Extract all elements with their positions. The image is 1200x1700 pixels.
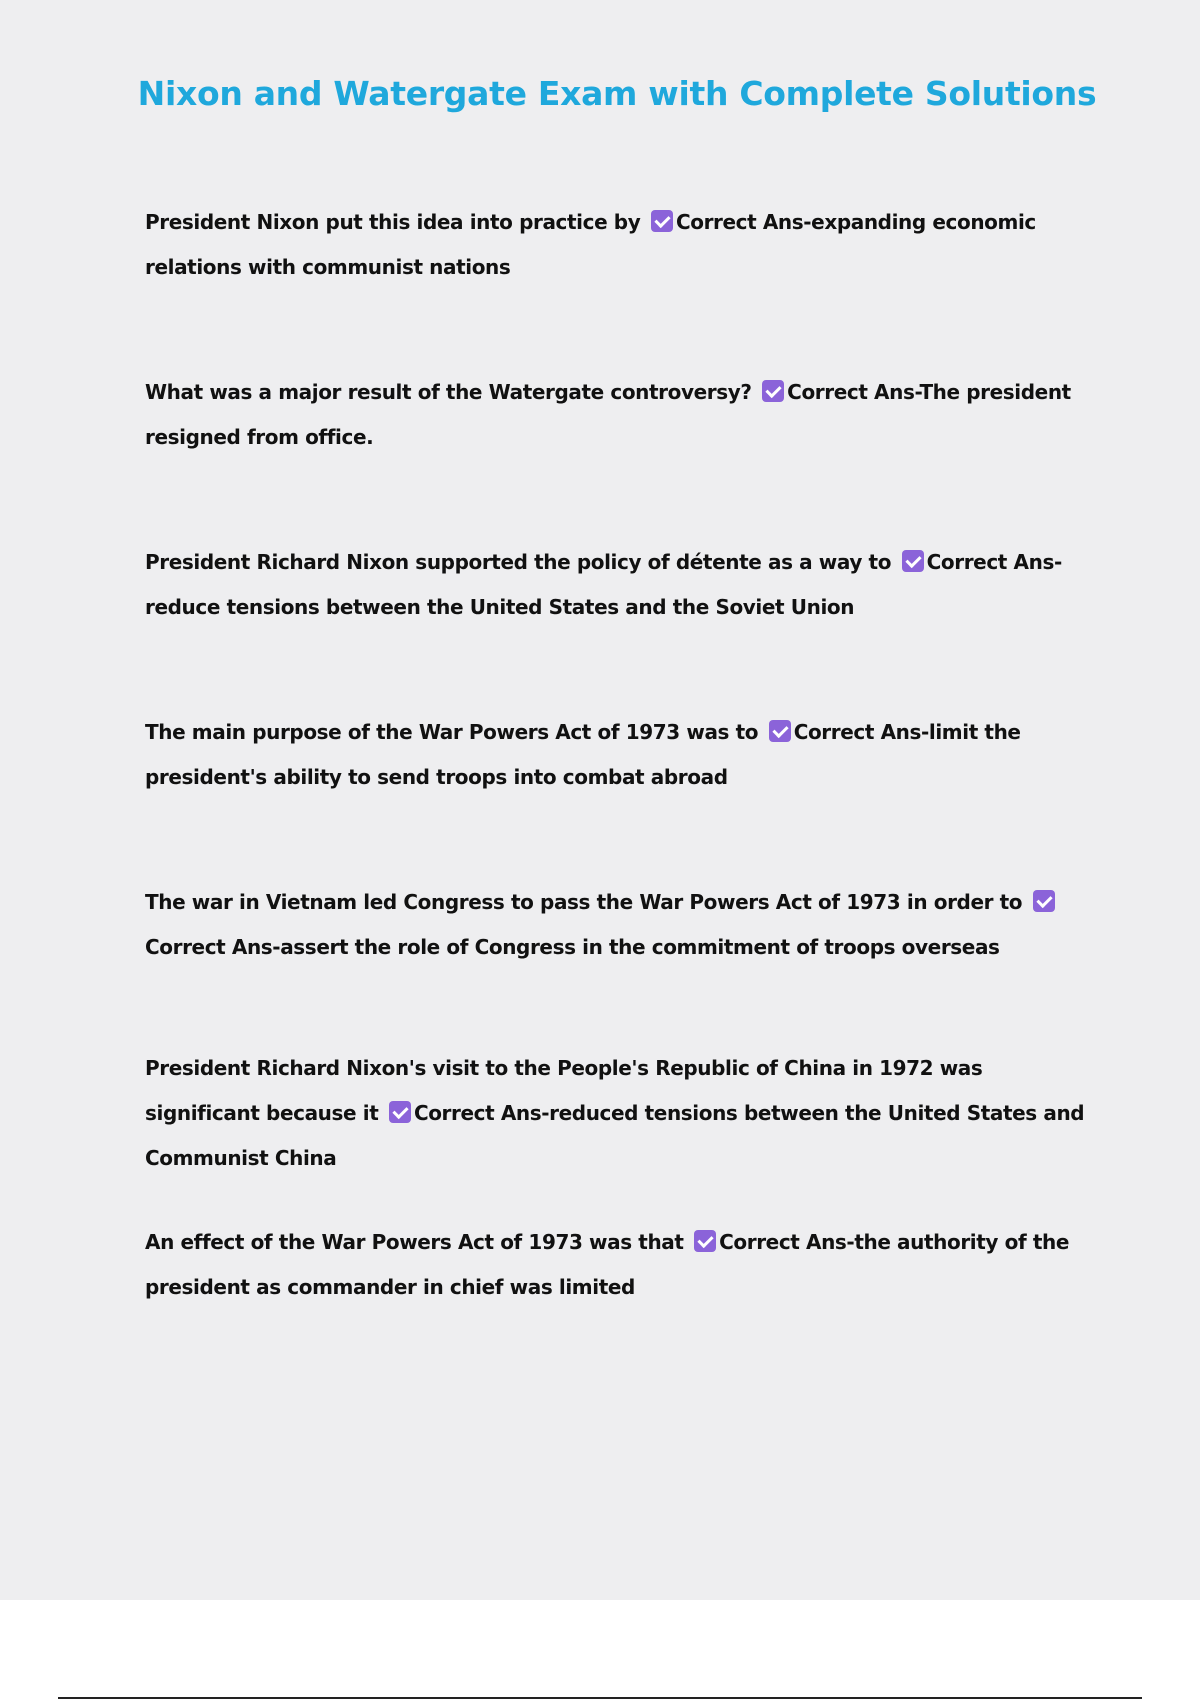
qa-item-5 [145,880,1085,970]
qa-item-2 [145,370,1085,460]
question-text: The war in Vietnam led Congress to pass the War Powers Act of 1973 in order to [145,890,1023,914]
checkbox-checked-icon [902,550,924,572]
question-text: The main purpose of the War Powers Act of 1973 was to [145,720,759,744]
qa-item-4 [145,710,1085,800]
answer-text: Correct Ans-limit the president's ability to send troops into combat abroad [145,720,1021,789]
qa-item-6 [145,1046,1085,1181]
question-text: An effect of the War Powers Act of 1973 was that [145,1230,684,1254]
checkbox-checked-icon [651,210,673,232]
question-text: What was a major result of the Watergate controversy? [145,380,752,404]
checkbox-checked-icon [389,1101,411,1123]
document-title: Nixon and Watergate Exam with Complete Solutions [137,74,1097,113]
qa-item-7 [145,1220,1085,1310]
answer-text: Correct Ans-reduced tensions between the United States and Communist China [145,1101,1085,1170]
answer-text: Correct Ans-reduce tensions between the United States and the Soviet Union [145,550,1062,619]
footer-divider [58,1697,1142,1699]
checkbox-checked-icon [1033,890,1055,912]
checkbox-checked-icon [694,1230,716,1252]
checkbox-checked-icon [762,380,784,402]
qa-item-1 [145,200,1085,290]
question-text: President Richard Nixon supported the policy of détente as a way to [145,550,892,574]
question-text: President Richard Nixon's visit to the People's Republic of China in 1972 was significant because it [145,1056,983,1125]
qa-item-3 [145,540,1085,630]
answer-text: Correct Ans-the authority of the president as commander in chief was limited [145,1230,1069,1299]
answer-text: Correct Ans-expanding economic relations with communist nations [145,210,1036,279]
question-text: President Nixon put this idea into practice by [145,210,641,234]
answer-text: Correct Ans-assert the role of Congress in the commitment of troops overseas [145,935,1000,959]
answer-text: Correct Ans-The president resigned from office. [145,380,1071,449]
checkbox-checked-icon [769,720,791,742]
